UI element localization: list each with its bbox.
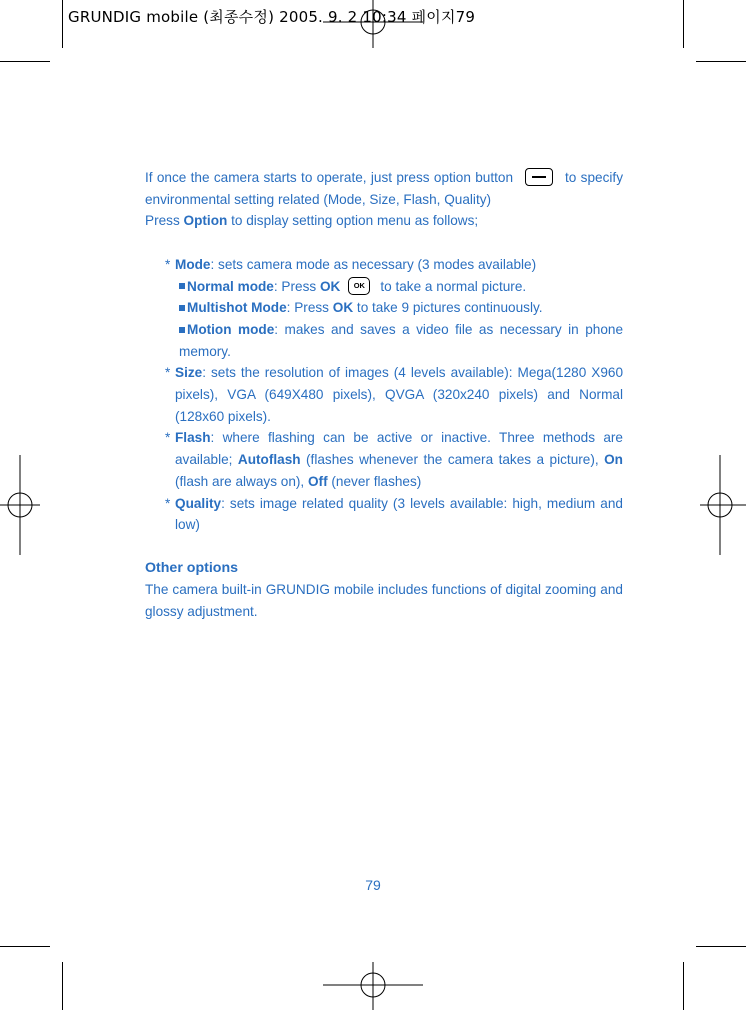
registration-mark-right [700,455,746,555]
bullet-star: * [165,256,171,272]
crop-mark [62,0,63,48]
section-heading: Other options [145,559,239,576]
multishot-mode-label: Multishot Mode [187,300,287,316]
intro-text-cont: to specify environmental setting related (Mode, Size, Flash, Quality) [145,170,623,207]
square-bullet-icon [179,305,185,311]
registration-mark-bottom [323,960,423,1010]
crop-mark [683,962,684,1010]
flash-text-2: (flashes whenever the camera takes a picture), [300,452,605,468]
multishot-mode-text: : Press [286,300,333,316]
normal-mode-label: Normal mode [187,278,274,294]
size-item [165,362,623,427]
flash-label: Flash [175,430,211,446]
option-keyword: Option [183,213,228,229]
autoflash-keyword: Autoflash [237,452,301,468]
crop-mark [683,0,684,48]
settings-list [145,254,623,536]
mode-item [165,254,623,276]
option-text-cont: to display setting option menu as follows; [227,213,479,229]
ok-keyword: OK [332,300,354,316]
intro-paragraph [145,167,623,210]
motion-mode-text: : makes and saves a video file as necessary in phone memory. [179,321,624,359]
intro-text: If once the camera starts to operate, just press option button [145,170,514,185]
option-paragraph [145,210,623,232]
crop-mark [0,61,50,62]
mode-label: Mode [175,256,211,272]
spacer [145,536,623,558]
square-bullet-icon [179,283,185,289]
quality-label: Quality [175,495,222,511]
flash-text: : where flashing can be active or inactive. Three methods are available; [175,430,623,468]
bullet-star: * [165,495,171,511]
normal-mode-text-cont: to take a normal picture. [380,278,527,294]
crop-mark [62,962,63,1010]
size-text: : sets the resolution of images (4 levels available): Mega(1280 X960 pixels), VGA (649X480 pixels), QVGA (320x240 pixels) and Normal (128x60 pixels). [175,365,623,424]
crop-mark [696,61,746,62]
crop-mark [696,946,746,947]
multishot-mode-text-cont: to take 9 pictures continuously. [353,300,543,316]
normal-mode-text: : Press [273,278,320,294]
motion-mode-label: Motion mode [187,321,275,337]
mode-text: : sets camera mode as necessary (3 modes available) [210,256,537,272]
motion-mode-item [175,319,623,362]
square-bullet-icon [179,327,185,333]
flash-text-3: (flash are always on), [175,473,308,489]
manual-content [145,167,623,623]
bullet-star: * [165,430,171,446]
off-keyword: Off [307,473,328,489]
registration-mark-top [323,0,423,50]
registration-mark-left [0,455,40,555]
flash-item [165,427,623,492]
flash-text-4: (never flashes) [327,473,422,489]
print-header: GRUNDIG mobile (최종수정) 2005. 9. 2 10:34 페이지79 [68,8,476,26]
menu-softkey-icon [525,168,553,186]
normal-mode-item [175,276,623,298]
quality-text: : sets image related quality (3 levels available: high, medium and low) [175,495,623,533]
quality-item [165,493,623,536]
crop-mark [0,946,50,947]
ok-keyword: OK [319,278,341,294]
multishot-mode-item [175,297,623,319]
bullet-star: * [165,365,171,381]
page-number: 79 [365,877,381,893]
other-options-paragraph: The camera built-in GRUNDIG mobile includes functions of digital zooming and glossy adjustment. [145,582,623,620]
option-text: Press [145,213,184,229]
ok-key-icon: OK [348,277,370,295]
size-label: Size [175,365,203,381]
on-keyword: On [604,452,623,468]
spacer [145,232,623,254]
